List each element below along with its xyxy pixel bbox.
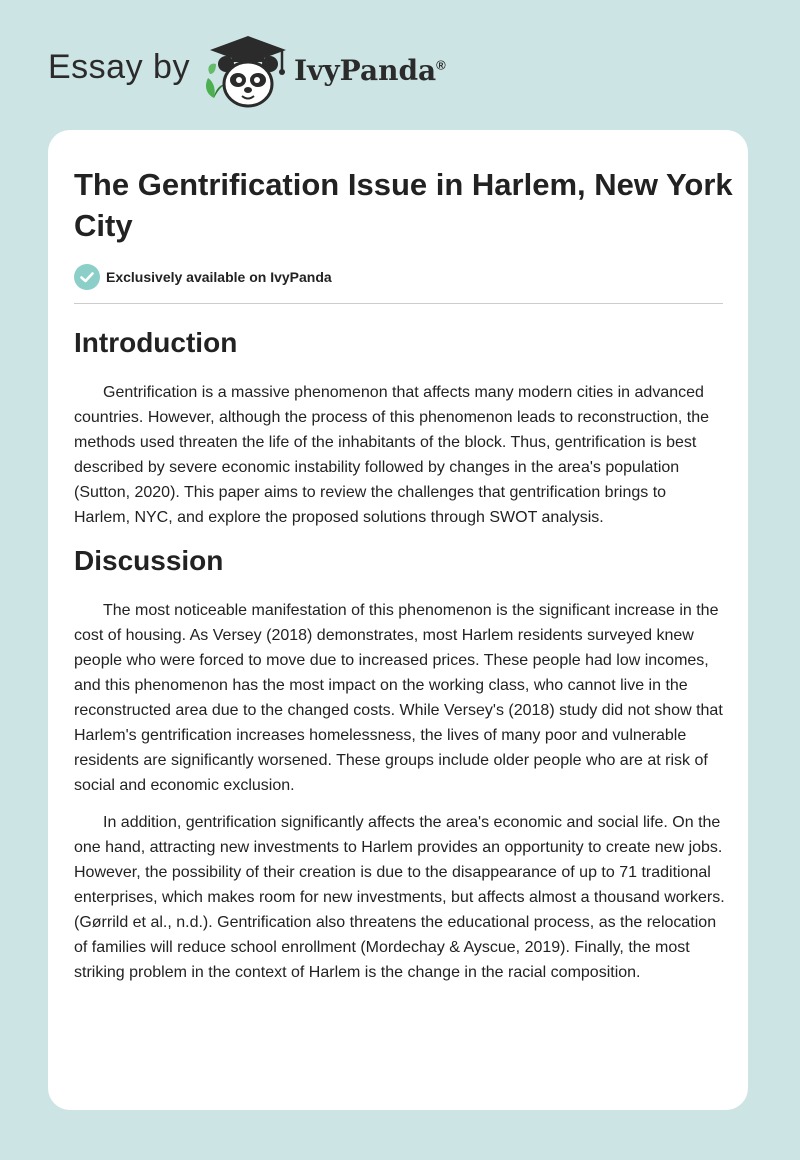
section-heading-introduction: Introduction (74, 327, 238, 358)
site-header (48, 30, 548, 110)
essay-card (48, 130, 748, 1110)
section-heading-discussion: Discussion (74, 545, 224, 576)
panda-logo-icon[interactable] (202, 34, 294, 110)
exclusive-badge (74, 264, 332, 290)
check-circle-icon (74, 264, 100, 290)
badge-label: Exclusively available on IvyPanda (106, 269, 332, 285)
divider (74, 303, 723, 304)
paragraph: In addition, gentrification significantly affects the area's economic and social life. On the one hand, attracting new investments to Harlem provides an opportunity to create new jobs. However, the possibility of their creation is due to the disappearance of up to 71 traditional enterprises, which makes room for new investments, but affects almost a thousand workers. (Gørrild et al., n.d.). Gentrification also threatens the educational process, as the relocation of families will reduce school enrollment (Mordechay & Ayscue, 2019). Finally, the most striking problem in the context of Harlem is the change in the racial composition. (74, 814, 725, 981)
article-body (74, 324, 726, 997)
brand-name[interactable]: IvyPanda® (294, 54, 446, 87)
paragraph: The most noticeable manifestation of this phenomenon is the significant increase in the cost of housing. As Versey (2018) demonstrates, most Harlem residents surveyed knew people who were forced to move due to increased prices. These people had low incomes, and this phenomenon has the most impact on the working class, who cannot live in the reconstructed area due to the changed costs. While Versey's (2018) study did not show that Harlem's gentrification increases homelessness, the lives of many poor and vulnerable residents are significantly worsened. These groups include older people who are at risk of social and economic exclusion. (74, 602, 723, 794)
page-title: The Gentrification Issue in Harlem, New York City (74, 167, 733, 243)
paragraph: Gentrification is a massive phenomenon that affects many modern cities in advanced countries. However, although the process of this phenomenon leads to reconstruction, the methods used threaten the life of the inhabitants of the block. Thus, gentrification is best described by severe economic instability followed by changes in the area's population (Sutton, 2020). This paper aims to review the challenges that gentrification brings to Harlem, NYC, and explore the proposed solutions through SWOT analysis. (74, 384, 710, 526)
essay-by-label: Essay by (48, 48, 190, 86)
